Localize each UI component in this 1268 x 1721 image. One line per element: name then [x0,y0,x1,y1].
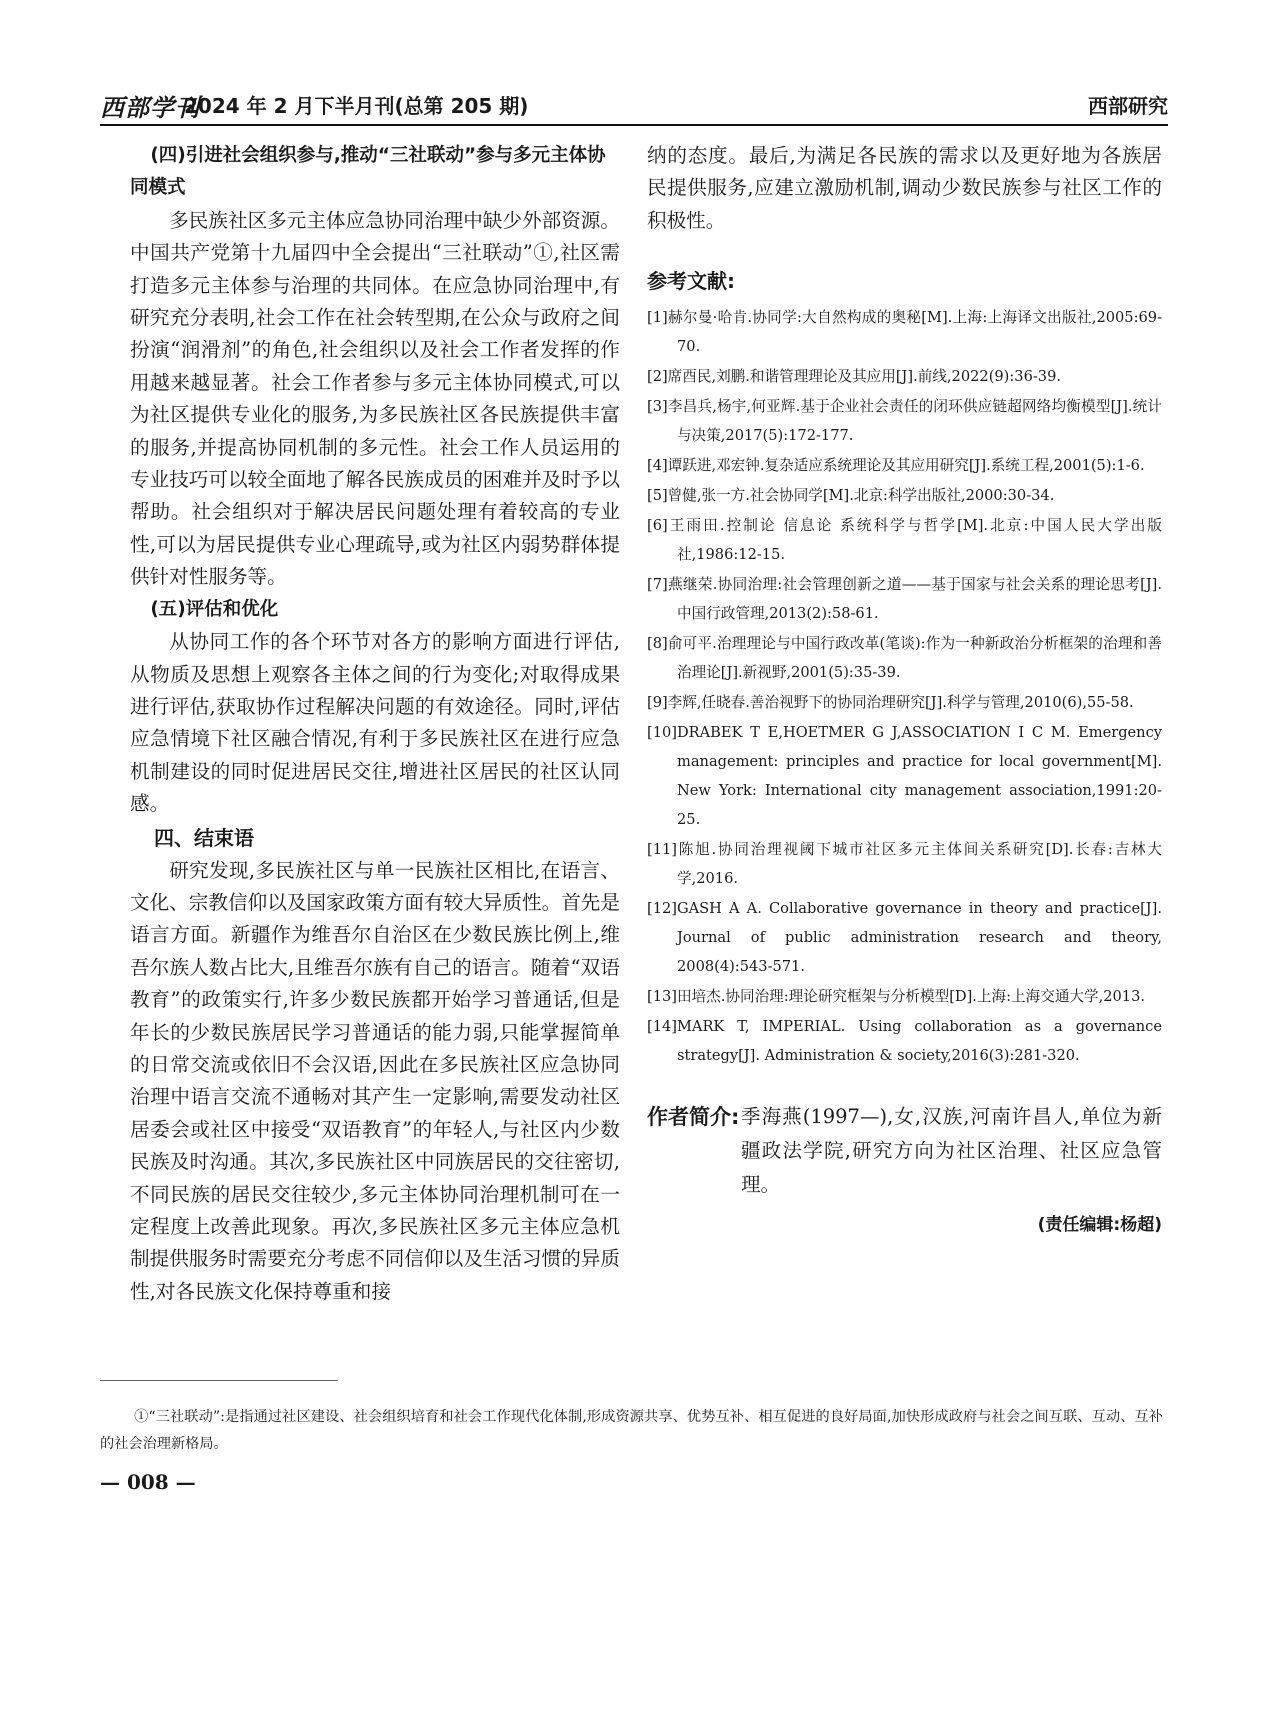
reference-item: [8]俞可平.治理理论与中国行政改革(笔谈):作为一种新政治分析框架的治理和善治理论[J].新视野,2001(5):35-39. [647,635,1162,682]
paragraph-continued: 纳的态度。最后,为满足各民族的需求以及更好地为各族居民提供服务,应建立激励机制,调动少数民族参与社区工作的积极性。 [647,144,1162,232]
page-number: — 008 — [100,1470,196,1494]
reference-item: [1]赫尔曼·哈肯.协同学:大自然构成的奥秘[M].上海:上海译文出版社,2005:69-70. [647,309,1162,356]
paragraph-evaluation: 从协同工作的各个环节对各方的影响方面进行评估,从物质及思想上观察各主体之间的行为变化;对取得成果进行评估,获取协作过程解决问题的有效途径。同时,评估应急情境下社区融合情况,有利于多民族社区在进行应急机制建设的同时促进居民交往,增进社区居民的社区认同感。 [130,630,620,816]
author-label: 作者简介: [647,1105,740,1130]
reference-item: [2]席酉民,刘鹏.和谐管理理论及其应用[J].前线,2022(9):36-39. [647,368,1061,386]
reference-item: [5]曾健,张一方.社会协同学[M].北京:科学出版社,2000:30-34. [647,487,1055,505]
reference-item: [11]陈旭.协同治理视阈下城市社区多元主体间关系研究[D].长春:吉林大学,2016. [647,841,1162,888]
paragraph-social-organizations: 多民族社区多元主体应急协同治理中缺少外部资源。中国共产党第十九届四中全会提出“三社联动”①,社区需打造多元主体参与治理的共同体。在应急协同治理中,有研究充分表明,社会工作在社会转型期,在公众与政府之间扮演“润滑剂”的角色,社会组织以及社会工作者发挥的作用越来越显著。社会工作者参与多元主体协同模式,可以为社区提供专业化的服务,为多民族社区各民族提供丰富的服务,并提高协同机制的多元性。社会工作人员运用的专业技巧可以较全面地了解各民族成员的困难并及时予以帮助。社会组织对于解决居民问题处理有着较高的专业性,可以为居民提供专业心理疏导,或为社区内弱势群体提供针对性服务等。 [130,208,620,589]
journal-logo: 西部学刊 [100,93,200,122]
paragraph-conclusion: 研究发现,多民族社区与单一民族社区相比,在语言、文化、宗教信仰以及国家政策方面有较大异质性。首先是语言方面。新疆作为维吾尔自治区在少数民族比例上,维吾尔族人数占比大,且维吾尔族有自己的语言。随着“双语教育”的政策实行,许多少数民族都开始学习普通话,但是年长的少数民族居民学习普通话的能力弱,只能掌握简单的日常交流或依旧不会汉语,因此在多民族社区应急协同治理中语言交流不通畅对其产生一定影响,需要发动社区居委会或社区中接受“双语教育”的年轻人,与社区内少数民族及时沟通。其次,多民族社区中同族居民的交往密切,不同民族的居民交往较少,多元主体协同治理机制可在一定程度上改善此现象。再次,多民族社区多元主体应急机制提供服务时需要充分考虑不同信仰以及生活习惯的异质性,对各民族文化保持尊重和接 [130,858,620,1303]
section-heading-conclusion: 四、结束语 [154,825,254,850]
references-list [647,303,1162,1070]
section-name: 西部研究 [1088,94,1168,118]
reference-item: [3]李昌兵,杨宇,何亚辉.基于企业社会责任的闭环供应链超网络均衡模型[J].统计与决策,2017(5):172-177. [647,398,1162,445]
footnote-rule [100,1380,338,1381]
reference-item: [12]GASH A A. Collaborative governance in theory and practice[J]. Journal of public administration research and theory, 2008(4):543-571. [647,900,1162,976]
reference-item: [10]DRABEK T E,HOETMER G J,ASSOCIATION I C M. Emergency management: principles and practice for local government[M]. New York: International city management association,1991:20-25. [647,724,1162,829]
header-rule [100,124,1168,126]
responsible-editor: (责任编辑:杨超) [1037,1215,1162,1236]
footnote: ①“三社联动”:是指通过社区建设、社会组织培育和社会工作现代化体制,形成资源共享、优势互补、相互促进的良好局面,加快形成政府与社会之间互联、互动、互补的社会治理新格局。 [100,1409,1163,1452]
reference-item: [13]田培杰.协同治理:理论研究框架与分析模型[D].上海:上海交通大学,2013. [647,988,1146,1006]
reference-item: [4]谭跃进,邓宏钟.复杂适应系统理论及其应用研究[J].系统工程,2001(5):1-6. [647,457,1145,475]
references-heading: 参考文献: [647,269,735,294]
author-bio [647,1100,1162,1202]
reference-item: [6]王雨田.控制论 信息论 系统科学与哲学[M].北京:中国人民大学出版社,1986:12-15. [647,517,1162,564]
running-header [100,86,1168,122]
subheading-four: (四)引进社会组织参与,推动“三社联动”参与多元主体协同模式 [130,145,606,199]
right-column [647,140,1162,1235]
reference-item: [14]MARK T, IMPERIAL. Using collaboration as a governance strategy[J]. Administration & society,2016(3):281-320. [647,1018,1162,1065]
reference-item: [9]李辉,任晓春.善治视野下的协同治理研究[J].科学与管理,2010(6),55-58. [647,694,1134,712]
left-column [130,140,620,1308]
author-text: 季海燕(1997—),女,汉族,河南许昌人,单位为新疆政法学院,研究方向为社区治理、社区应急管理。 [741,1105,1162,1197]
issue-info: 2024 年 2 月下半月刊(总第 205 期) [184,94,529,118]
reference-item: [7]燕继荣.协同治理:社会管理创新之道——基于国家与社会关系的理论思考[J].中国行政管理,2013(2):58-61. [647,576,1162,623]
subheading-five: (五)评估和优化 [150,598,279,620]
